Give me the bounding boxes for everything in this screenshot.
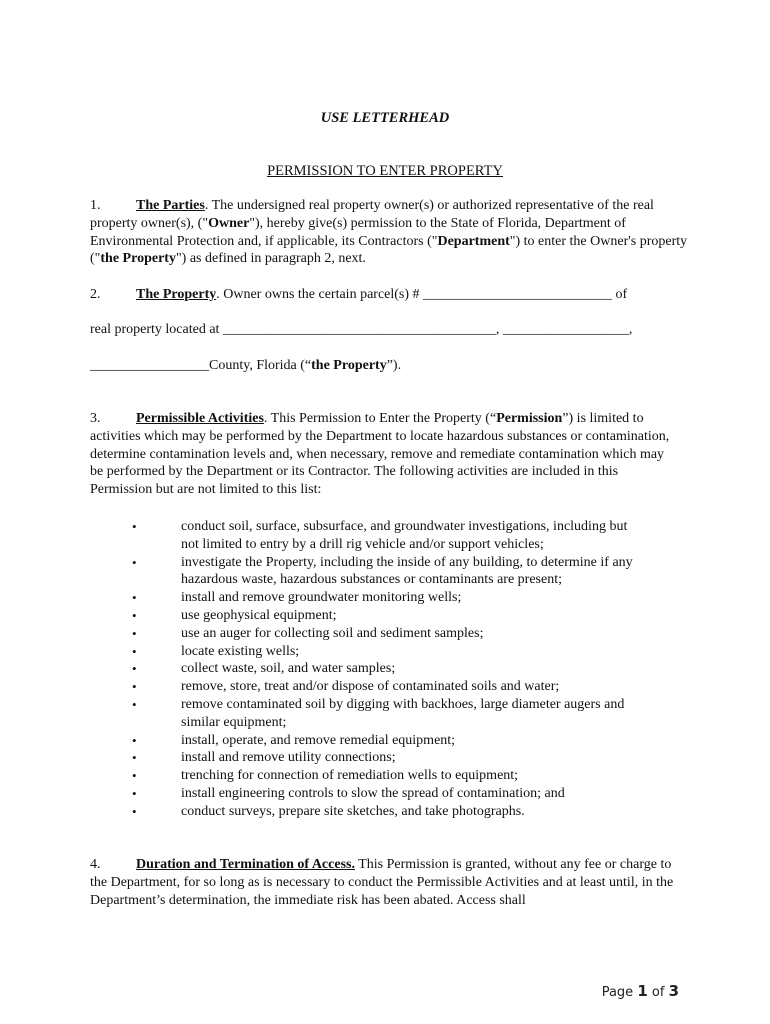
list-item-text: use an auger for collecting soil and sediment samples; [181, 625, 484, 641]
paragraph-text: This Permission is granted, without any fee or charge to the Department, for so long as is necessary to conduct the Permissible Activities and at least until, in the Department’s determination, the immediate risk has been abated. Access shall [90, 857, 674, 908]
paragraph-heading: The Property [136, 287, 217, 302]
bullet-icon: • [132, 785, 137, 801]
list-item-text: conduct surveys, prepare site sketches, and take photographs. [181, 803, 525, 819]
list-item [90, 660, 641, 678]
list-item [90, 803, 641, 821]
bullet-icon: • [132, 607, 137, 623]
list-item [90, 749, 641, 767]
list-item [90, 767, 641, 785]
paragraph-number: 4. [90, 857, 101, 872]
bullet-icon: • [132, 661, 137, 677]
term-department: Department [437, 233, 510, 249]
paragraph-text: ") to enter the Owner's property (" [90, 233, 688, 267]
list-item-text: trenching for connection of remediation wells to equipment; [181, 768, 519, 784]
paragraph-duration [90, 856, 678, 909]
paragraph-heading: Permissible Activities [136, 411, 264, 426]
document-title: PERMISSION TO ENTER PROPERTY [267, 163, 503, 179]
page-label: Page [601, 985, 634, 1000]
bullet-icon: • [132, 732, 137, 748]
county-line-end: ”). [386, 358, 402, 373]
paragraph-property-line2: real property located at _______________________________________, __________________, [90, 322, 633, 337]
paragraph-parties [90, 197, 690, 268]
bullet-icon: • [132, 696, 137, 712]
paragraph-number: 2. [90, 287, 101, 302]
bullet-icon: • [132, 768, 137, 784]
paragraph-property-line1 [90, 286, 690, 304]
list-item-text: install, operate, and remove remedial equipment; [181, 732, 456, 748]
paragraph-property-line3 [90, 357, 690, 375]
list-item-text: investigate the Property, including the inside of any building, to determine if any hazardous waste, hazardous substances or contaminants are present; [181, 554, 633, 588]
parcel-line: . Owner owns the certain parcel(s) # ___________________________ of [216, 287, 628, 302]
list-item [90, 643, 641, 661]
list-item-text: conduct soil, surface, subsurface, and groundwater investigations, including but not limited to entry by a drill rig vehicle and/or support vehicles; [181, 519, 628, 552]
list-item-text: remove contaminated soil by digging with backhoes, large diameter augers and similar equipment; [181, 696, 625, 730]
of-label: of [651, 985, 665, 1000]
list-item-text: install engineering controls to slow the spread of contamination; and [181, 785, 565, 801]
list-item-text: install and remove utility connections; [181, 750, 396, 766]
bullet-icon: • [132, 519, 137, 534]
paragraph-text: ") as defined in paragraph 2, next. [175, 251, 366, 267]
county-line: _________________County, Florida (“ [90, 358, 312, 373]
list-item [90, 554, 641, 590]
list-item [90, 678, 641, 696]
paragraph-text: . The undersigned real property owner(s) or authorized representative of the real property owner(s), (" [90, 198, 654, 231]
bullet-icon: • [132, 625, 137, 641]
list-item [90, 518, 641, 554]
paragraph-activities [90, 410, 680, 499]
total-pages: 3 [668, 982, 679, 1000]
list-item [90, 696, 641, 732]
paragraph-text: . This Permission to Enter the Property (“ [263, 411, 497, 426]
paragraph-heading: The Parties [136, 198, 205, 213]
paragraph-number: 1. [90, 198, 101, 213]
bullet-icon: • [132, 643, 137, 659]
list-item [90, 785, 641, 803]
bullet-icon: • [132, 590, 137, 606]
page-number [602, 982, 679, 1000]
bullet-icon: • [132, 803, 137, 819]
activities-list [90, 518, 690, 821]
term-permission: Permission [496, 411, 563, 426]
list-item-text: remove, store, treat and/or dispose of contaminated soils and water; [181, 679, 560, 695]
term-owner: Owner [208, 215, 250, 231]
term-property: the Property [311, 358, 387, 373]
term-property: the Property [100, 251, 176, 267]
paragraph-text: ”) is limited to activities which may be performed by the Department to locate hazardous substances or contamination, determine contamination levels and, when necessary, remove and remediate contamination which may be performed by the Department or its Contractor. The following activities are included in this Permission but are not limited to this list: [90, 411, 670, 498]
list-item [90, 732, 641, 750]
current-page: 1 [637, 982, 648, 1000]
paragraph-number: 3. [90, 411, 101, 426]
paragraph-heading: Duration and Termination of Access. [136, 857, 355, 872]
list-item-text: collect waste, soil, and water samples; [181, 661, 396, 677]
paragraph-text: "), hereby give(s) permission to the State of Florida, Department of Environmental Protection and, if applicable, its Contractors (" [90, 215, 626, 249]
list-item-text: locate existing wells; [181, 643, 300, 659]
letterhead-note: USE LETTERHEAD [320, 110, 450, 126]
list-item [90, 589, 641, 607]
list-item-text: install and remove groundwater monitoring wells; [181, 590, 462, 606]
list-item-text: use geophysical equipment; [181, 607, 337, 623]
list-item [90, 607, 641, 625]
bullet-icon: • [132, 750, 137, 766]
list-item [90, 625, 641, 643]
bullet-icon: • [132, 679, 137, 695]
bullet-icon: • [132, 554, 137, 570]
